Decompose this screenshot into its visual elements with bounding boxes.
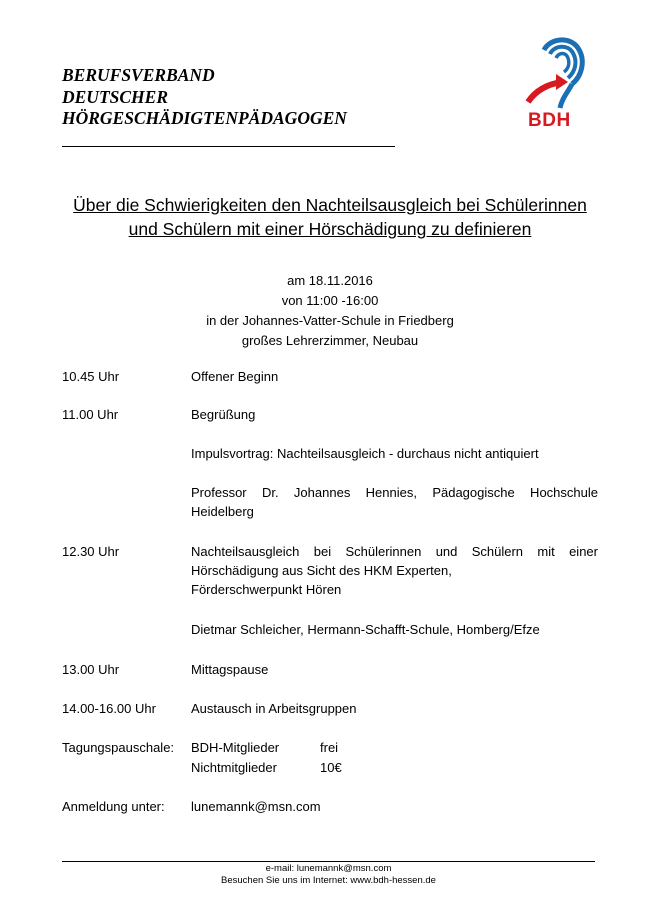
org-line-2: DEUTSCHER bbox=[62, 86, 168, 107]
ear-icon bbox=[522, 30, 588, 110]
event-date: am 18.11.2016 bbox=[287, 273, 373, 288]
footer-website[interactable]: Besuchen Sie uns im Internet: www.bdh-hessen.de bbox=[221, 875, 436, 886]
agenda-description: Offener Beginn bbox=[191, 369, 279, 384]
event-place: in der Johannes-Vatter-Schule in Friedberg bbox=[206, 313, 454, 328]
fees-label: Tagungspauschale: bbox=[62, 740, 175, 755]
agenda-description: Dietmar Schleicher, Hermann-Schafft-Schule, Homberg/Efze bbox=[191, 622, 540, 637]
agenda-description bbox=[191, 542, 598, 599]
fee-nonmember-label: Nichtmitglieder bbox=[191, 760, 277, 775]
agenda-time: 13.00 Uhr bbox=[62, 662, 120, 677]
event-details bbox=[130, 271, 530, 351]
agenda-time: 14.00-16.00 Uhr bbox=[62, 701, 156, 716]
event-room: großes Lehrerzimmer, Neubau bbox=[241, 333, 419, 348]
title-line-2: und Schülern mit einer Hörschädigung zu definieren bbox=[128, 219, 532, 239]
logo-text: BDH bbox=[528, 110, 571, 131]
agenda-description-cont: Förderschwerpunkt Hören bbox=[191, 582, 342, 597]
fee-member-label: BDH-Mitglieder bbox=[191, 740, 280, 755]
agenda-description: Professor Dr. Johannes Hennies, Pädagogische Hochschule Heidelberg bbox=[191, 485, 598, 519]
agenda-time: 12.30 Uhr bbox=[62, 544, 120, 559]
agenda-description: Mittagspause bbox=[191, 662, 269, 677]
fee-member-value: frei bbox=[320, 740, 339, 755]
agenda-time: 10.45 Uhr bbox=[62, 369, 120, 384]
agenda-time: 11.00 Uhr bbox=[62, 407, 119, 422]
agenda-description: Austausch in Arbeitsgruppen bbox=[191, 701, 357, 716]
org-line-1: BERUFSVERBAND bbox=[62, 65, 215, 85]
footer bbox=[62, 863, 595, 887]
registration-label: Anmeldung unter: bbox=[62, 799, 165, 814]
agenda-description: Impulsvortrag: Nachteilsausgleich - durchaus nicht antiquiert bbox=[191, 446, 539, 461]
organization-name bbox=[62, 65, 347, 130]
footer-email[interactable]: e-mail: lunemannk@msn.com bbox=[265, 863, 392, 874]
title-line-1: Über die Schwierigkeiten den Nachteilsausgleich bei Schülerinnen bbox=[73, 195, 587, 215]
event-time: von 11:00 -16:00 bbox=[281, 293, 379, 308]
document-title bbox=[40, 193, 620, 241]
agenda-description: Begrüßung bbox=[191, 407, 256, 422]
header-divider bbox=[62, 146, 395, 147]
fee-nonmember-value: 10€ bbox=[320, 760, 342, 775]
org-line-3: HÖRGESCHÄDIGTENPÄDAGOGEN bbox=[62, 108, 347, 128]
footer-divider bbox=[62, 861, 595, 862]
agenda-description-main: Nachteilsausgleich bei Schülerinnen und Schülern mit einer Hörschädigung aus Sicht des HKM Experten, bbox=[191, 544, 598, 578]
registration-email[interactable]: lunemannk@msn.com bbox=[191, 799, 321, 814]
